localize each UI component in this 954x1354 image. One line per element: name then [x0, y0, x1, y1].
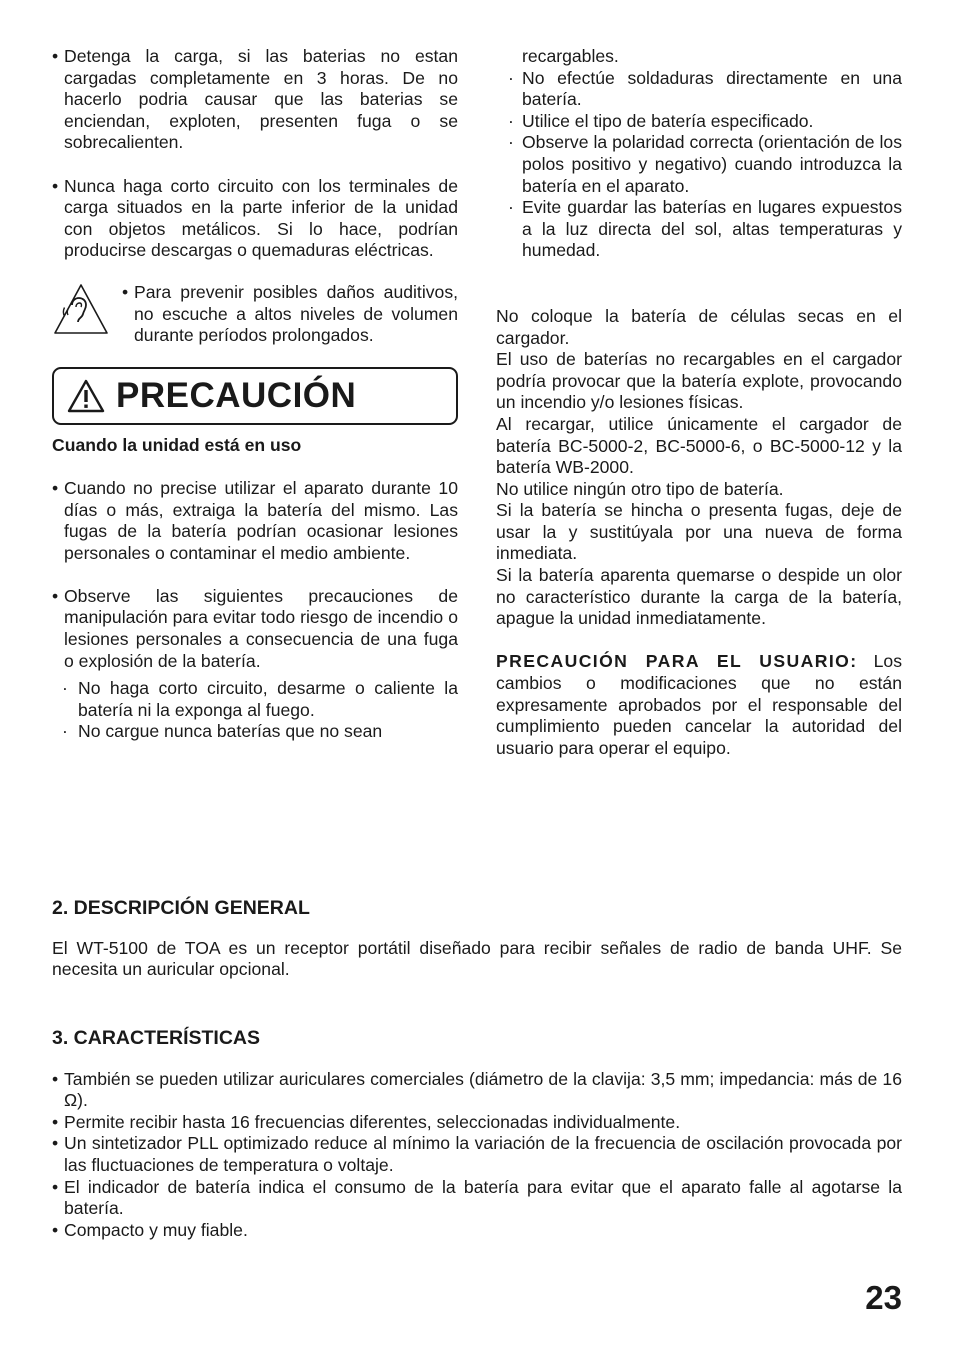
paragraph: Si la batería se hincha o presenta fugas, deje de usar la y sustitúyala por una nueva de forma inmediata.: [496, 500, 902, 564]
user-caution-text: Los cambios o modificaciones que no están expresamente aprobados por el responsable del cumplimiento pueden cancelar la autoridad del usuario para operar el equipo.: [496, 651, 902, 758]
hearing-warning-text: Para prevenir posibles daños auditivos, no escuche a altos niveles de volumen durante períodos prolongados.: [134, 281, 458, 346]
warning-triangle-icon: [66, 378, 106, 414]
sub-item: · No haga corto circuito, desarme o caliente la batería ni la exponga al fuego.: [62, 678, 458, 720]
page-number: 23: [865, 1279, 902, 1316]
sub-item: · No efectúe soldaduras directamente en una batería.: [508, 67, 902, 110]
section-3-heading: 3. CARACTERÍSTICAS: [52, 1027, 261, 1049]
paragraph: No coloque la batería de células secas en el cargador.: [496, 305, 902, 348]
feature-item: • También se pueden utilizar auriculares comerciales (diámetro de la clavija: 3,5 mm; impedancia: más de 16 Ω).: [52, 1068, 902, 1111]
in-use-subheading: Cuando la unidad está en uso: [52, 434, 302, 455]
caution-banner: [52, 367, 458, 425]
sub-item: · Utilice el tipo de batería especificado.: [508, 110, 814, 131]
user-caution-label: PRECAUCIÓN PARA EL USUARIO:: [496, 651, 858, 672]
caution-title: PRECAUCIÓN: [116, 375, 357, 415]
section-2-body: El WT-5100 de TOA es un receptor portátil diseñado para recibir señales de radio de banda UHF. Se necesita un auricular opcional.: [52, 937, 902, 980]
paragraph: No utilice ningún otro tipo de batería.: [496, 478, 784, 499]
right-column: [496, 46, 902, 759]
continuation-text: recargables.: [522, 46, 619, 66]
sub-item: · No cargue nunca baterías que no sean: [62, 721, 383, 742]
bullet-short-circuit: • Nunca haga corto circuito con los terminales de carga situados en la parte inferior de la unidad con objetos metálicos. Si lo hace, podrían producirse descargas o quemaduras eléctricas.: [52, 175, 458, 261]
bullet-handling: • Observe las siguientes precauciones de manipulación para evitar todo riesgo de incendio o lesiones personales a consecuencia de una fuga o explosión de la batería.: [52, 585, 458, 671]
feature-item: • El indicador de batería indica el consumo de la batería para evitar que el aparato falle al agotarse la batería.: [52, 1176, 902, 1219]
section-description: [52, 898, 902, 981]
user-caution: [496, 651, 902, 759]
bullet-unused-device: • Cuando no precise utilizar el aparato durante 10 días o más, extraiga la batería del mismo. Las fugas de la batería podrían ocasionar lesiones personales o contaminar el medio ambiente.: [52, 477, 458, 563]
feature-item: • Compacto y muy fiable.: [52, 1219, 248, 1240]
feature-item: • Permite recibir hasta 16 frecuencias diferentes, seleccionadas individualmente.: [52, 1111, 681, 1132]
left-column: [52, 46, 458, 743]
bullet-stop-charging: • Detenga la carga, si las baterias no estan cargadas completamente en 3 horas. De no hacerlo podria causar que las baterias se enciendan, exploten, presenten fuga o se sobrecalienten.: [52, 46, 458, 153]
paragraph: Al recargar, utilice únicamente el cargador de batería BC-5000-2, BC-5000-6, o BC-5000-12 y la batería WB-2000.: [496, 413, 902, 478]
hearing-warning: • Para prevenir posibles daños auditivos, no escuche a altos niveles de volumen durante períodos prolongados.: [52, 282, 458, 347]
sub-item: · Evite guardar las baterías en lugares expuestos a la luz directa del sol, altas temperaturas y humedad.: [508, 197, 902, 261]
paragraph: El uso de baterías no recargables en el cargador podría provocar que la batería explote, provocando un incendio y/o lesiones físicas.: [496, 349, 902, 413]
section-features: [52, 1028, 902, 1241]
section-2-heading: 2. DESCRIPCIÓN GENERAL: [52, 897, 310, 919]
paragraph: Si la batería aparenta quemarse o despide un olor no característico durante la carga de la batería, apague la unidad inmediatamente.: [496, 565, 902, 629]
sub-item: · Observe la polaridad correcta (orientación de los polos positivo y negativo) cuando introduzca la batería en el aparato.: [508, 132, 902, 196]
feature-item: • Un sintetizador PLL optimizado reduce al mínimo la variación de la frecuencia de oscilación provocada por las fluctuaciones de temperatura o voltaje.: [52, 1133, 902, 1175]
hearing-warning-icon: [52, 282, 110, 336]
